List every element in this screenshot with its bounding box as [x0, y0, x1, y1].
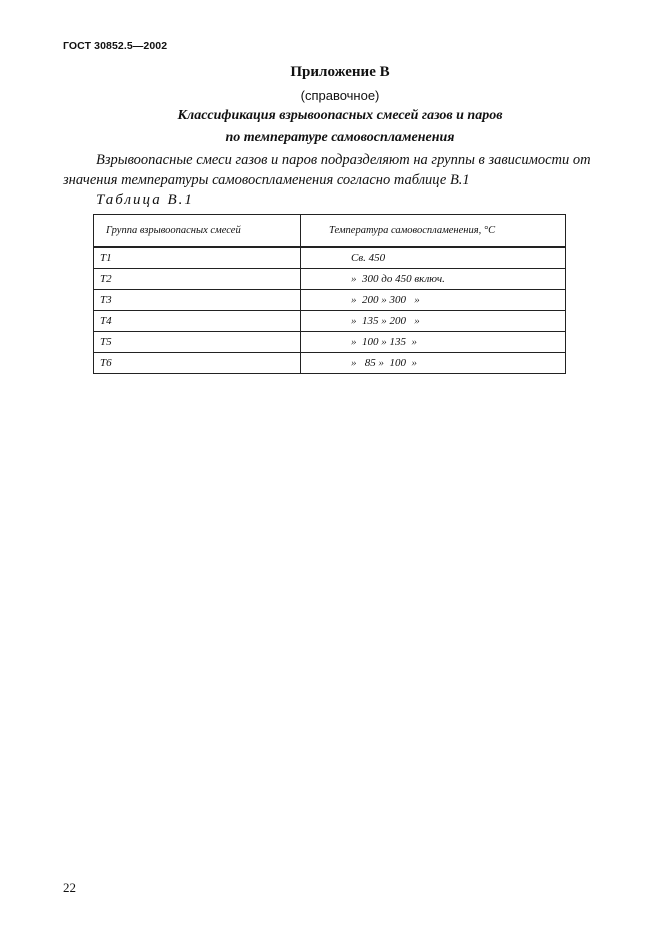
- table-row: [94, 247, 566, 269]
- page-number: 22: [63, 880, 76, 895]
- group-cell: T2: [94, 269, 301, 290]
- table-row: [94, 290, 566, 311]
- group-cell: T5: [94, 332, 301, 353]
- column-header-temperature: Температура самовоспламенения, °С: [301, 215, 566, 248]
- table-row: [94, 332, 566, 353]
- ignition-temperature-table: [93, 214, 566, 374]
- temperature-cell: » 300 до 450 включ.: [301, 269, 566, 290]
- appendix-title: Приложение В: [290, 64, 390, 80]
- temperature-cell: Св. 450: [301, 247, 566, 269]
- appendix-subtitle: (справочное): [300, 88, 380, 103]
- document-code-header: ГОСТ 30852.5—2002: [63, 40, 168, 52]
- column-header-group: Группа взрывоопасных смесей: [94, 215, 301, 248]
- group-cell: T4: [94, 311, 301, 332]
- table-row: [94, 353, 566, 374]
- table-header-row: [94, 215, 566, 248]
- intro-paragraph-text: Взрывоопасные смеси газов и паров подразделяют на группы в зависимости от значения температуры самовоспламенения согласно таблице В.1: [63, 152, 591, 188]
- temperature-cell: » 85 » 100 »: [301, 353, 566, 374]
- temperature-cell: » 200 » 300 »: [301, 290, 566, 311]
- table-row: [94, 311, 566, 332]
- intro-paragraph: [63, 150, 619, 190]
- group-cell: T1: [94, 247, 301, 269]
- group-cell: T3: [94, 290, 301, 311]
- group-cell: T6: [94, 353, 301, 374]
- temperature-cell: » 135 » 200 »: [301, 311, 566, 332]
- table-caption: Таблица В.1: [96, 192, 194, 208]
- classification-title-line-2: по температуре самовоспламенения: [225, 130, 455, 145]
- temperature-cell: » 100 » 135 »: [301, 332, 566, 353]
- table-row: [94, 269, 566, 290]
- classification-title-line-1: Классификация взрывоопасных смесей газов и паров: [177, 108, 503, 123]
